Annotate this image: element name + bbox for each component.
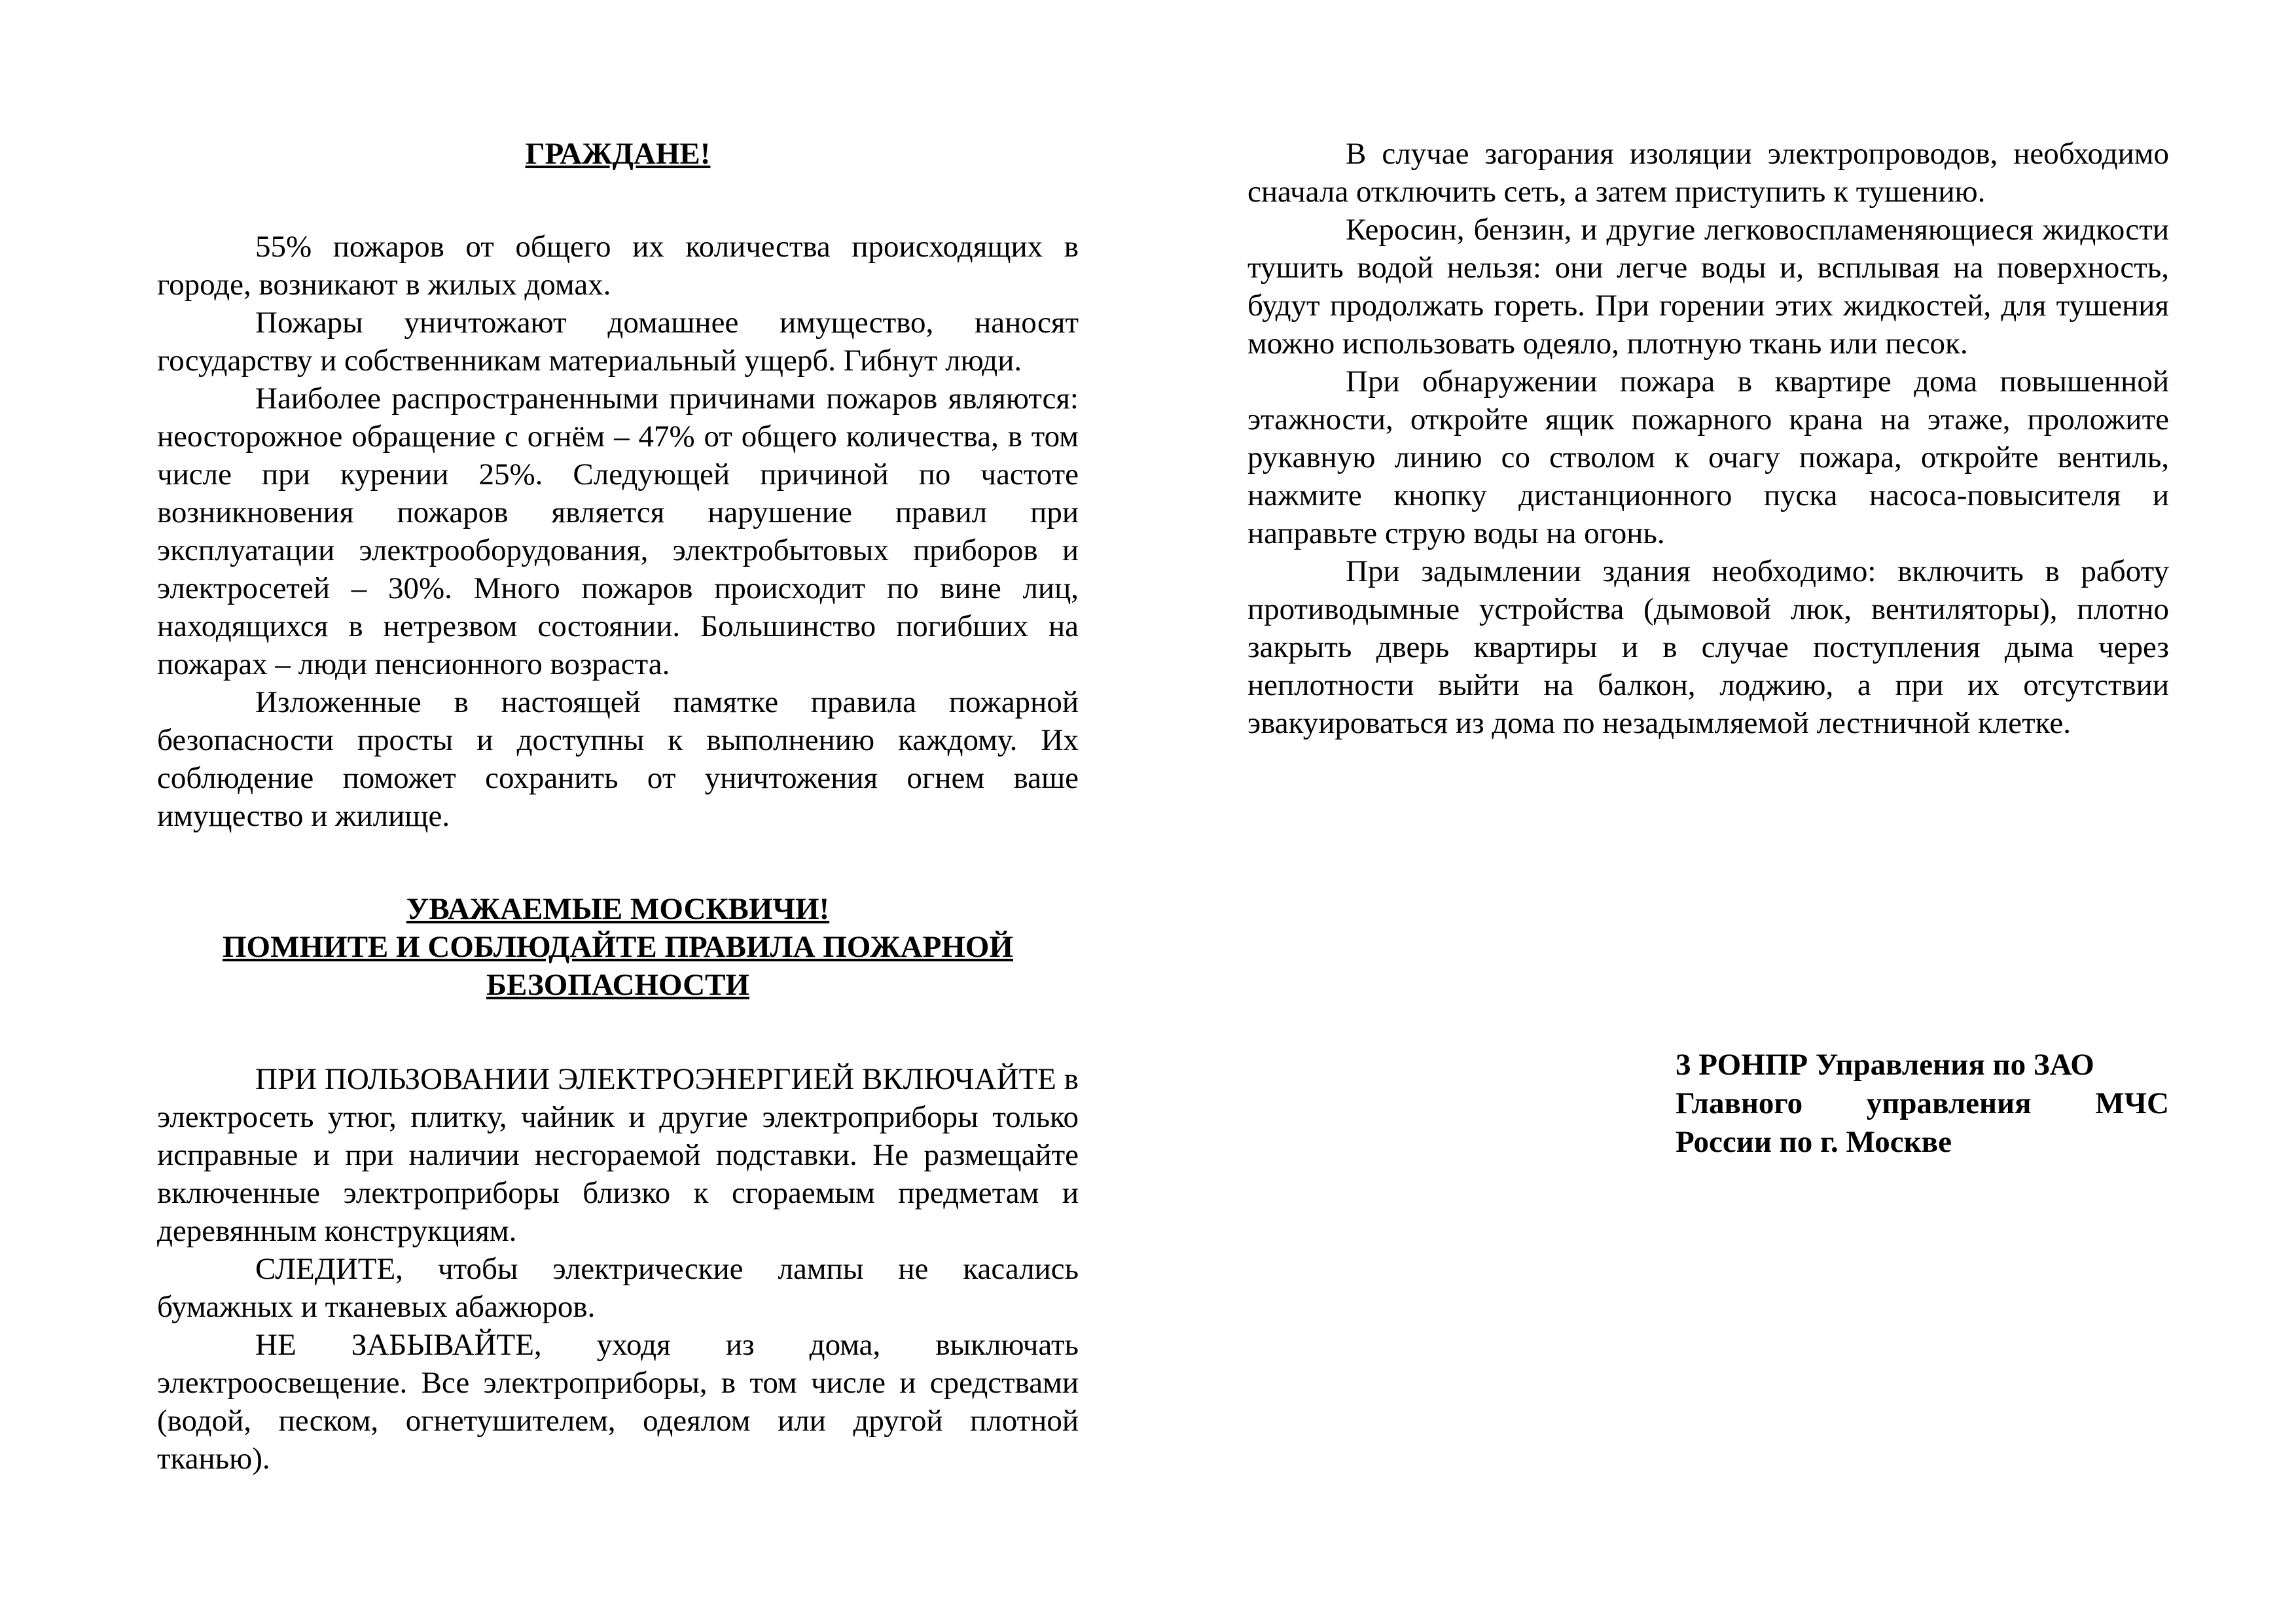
right-column [1247,135,2169,742]
fire-statistics-paragraph: 55% пожаров от общего их количества происходящих в городе, возникают в жилых домах. [157,230,1079,302]
electricity-rule-paragraph: ПРИ ПОЛЬЗОВАНИИ ЭЛЕКТРОЭНЕРГИЕЙ ВКЛЮЧАЙТЕ в электросеть утюг, плитку, чайник и другие электроприборы только исправные и при наличии несгораемой подставки. Не размещайте включенные электроприборы близко к сгораемым предметам и деревянным конструкциям. [157,1062,1079,1248]
wiring-fire-paragraph: В случае загорания изоляции электропроводов, необходимо сначала отключить сеть, а затем приступить к тушению. [1247,137,2169,209]
signature-line: России по г. Москве [1676,1125,1952,1159]
fire-causes-paragraph: Наиболее распространенными причинами пожаров являются: неосторожное обращение с огнём – 47% от общего количества, в том числе при курении 25%. Следующей причиной по частоте возникновения пожаров является нарушение правил при эксплуатации электрооборудования, электробытовых приборов и электросетей – 30%. Много пожаров происходит по вине лиц, находящихся в нетрезвом состоянии. Большинство погибших на пожарах – люди пенсионного возраста. [157,382,1079,681]
remember-rules-heading: ПОМНИТЕ И СОБЛЮДАЙТЕ ПРАВИЛА ПОЖАРНОЙ БЕЗОПАСНОСТИ [222,930,1013,1002]
flammable-liquids-paragraph: Керосин, бензин, и другие легковоспламеняющиеся жидкости тушить водой нельзя: они легче воды и, всплывая на поверхность, будут продолжать гореть. При горении этих жидкостей, для тушения можно использовать одеяло, плотную ткань или песок. [1247,213,2169,361]
high-rise-fire-paragraph: При обнаружении пожара в квартире дома повышенной этажности, откройте ящик пожарного крана на этаже, проложите рукавную линию со стволом к очагу пожара, откройте вентиль, нажмите кнопку дистанционного пуска насоса-повысителя и направьте струю воды на огонь. [1247,365,2169,550]
lamps-rule-paragraph: СЛЕДИТЕ, чтобы электрические лампы не касались бумажных и тканевых абажюров. [157,1252,1079,1324]
issuer-signature [1676,1046,2169,1162]
signature-line: 3 РОНПР Управления по ЗАО [1676,1048,2094,1082]
signature-line: Главного управления МЧС [1676,1086,2169,1120]
smoke-building-paragraph: При задымлении здания необходимо: включить в работу противодымные устройства (дымовой люк, вентиляторы), плотно закрыть дверь квартиры и в случае поступления дыма через неплотности выйти на балкон, лоджию, а при их отсутствии эвакуироваться из дома по незадымляемой лестничной клетке. [1247,554,2169,740]
left-column [157,135,1079,1478]
muscovites-appeal-heading: УВАЖАЕМЫЕ МОСКВИЧИ! [406,892,830,926]
rules-intro-paragraph: Изложенные в настоящей памятке правила пожарной безопасности просты и доступны к выполнению каждому. Их соблюдение поможет сохранить от уничтожения огнем ваше имущество и жилище. [157,685,1079,833]
citizens-heading: ГРАЖДАНЕ! [525,137,711,171]
fire-damage-paragraph: Пожары уничтожают домашнее имущество, наносят государству и собственникам материальный ущерб. Гибнут люди. [157,306,1079,378]
switch-off-rule-paragraph: НЕ ЗАБЫВАЙТЕ, уходя из дома, выключать электроосвещение. Все электроприборы, в том числе и средствами (водой, песком, огнетушителем, одеялом или другой плотной тканью). [157,1328,1079,1476]
